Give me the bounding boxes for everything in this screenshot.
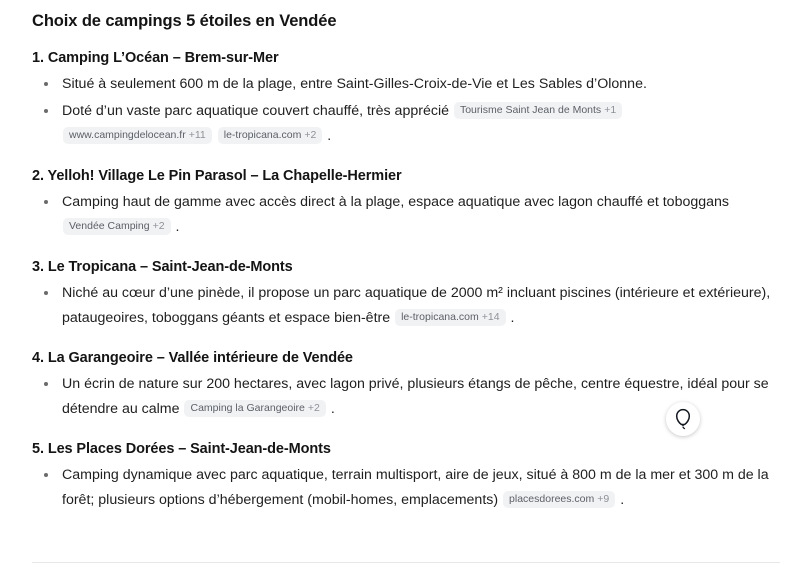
list-item xyxy=(32,281,780,331)
citation-count: +2 xyxy=(152,220,165,232)
citation-count: +11 xyxy=(188,129,206,141)
list-item-text: Un écrin de nature sur 200 hectares, avec lagon privé, plusieurs étangs de pêche, centre équestre, idéal pour se détendre au calme xyxy=(62,376,769,417)
list-item xyxy=(32,463,780,513)
section-list xyxy=(32,72,780,149)
citation-label: le-tropicana.com xyxy=(223,129,302,141)
citation-label: Tourisme Saint Jean de Monts xyxy=(459,104,602,116)
bullet-icon xyxy=(44,82,48,86)
citation-label: Camping la Garangeoire xyxy=(190,402,305,414)
section-heading: 3. Le Tropicana – Saint-Jean-de-Monts xyxy=(32,259,293,275)
sentence-period: . xyxy=(620,492,625,508)
document-section xyxy=(32,259,780,331)
section-list xyxy=(32,190,780,240)
section-heading: 2. Yelloh! Village Le Pin Parasol – La Chapelle-Hermier xyxy=(32,168,402,184)
section-heading: 4. La Garangeoire – Vallée intérieure de Vendée xyxy=(32,350,353,366)
bullet-icon xyxy=(44,473,48,477)
citation-label: placesdorees.com xyxy=(509,493,595,505)
citation-chip[interactable] xyxy=(454,102,622,119)
list-item-text: Situé à seulement 600 m de la plage, entre Saint-Gilles-Croix-de-Vie et Les Sables d’Olonne. xyxy=(62,76,647,92)
list-item-text: Camping dynamique avec parc aquatique, terrain multisport, aire de jeux, situé à 800 m de la mer et 300 m de la forêt; plusieurs options d’hébergement (mobil-homes, emplacements) xyxy=(62,467,769,508)
bullet-icon xyxy=(44,291,48,295)
citation-chip[interactable] xyxy=(63,127,212,144)
page-title: Choix de campings 5 étoiles en Vendée xyxy=(32,12,337,30)
citation-chip[interactable] xyxy=(395,309,505,326)
citation-chip[interactable] xyxy=(63,218,171,235)
bullet-icon xyxy=(44,109,48,113)
citation-count: +2 xyxy=(307,402,320,414)
citation-chip[interactable] xyxy=(503,491,615,508)
citation-count: +1 xyxy=(604,104,617,116)
citation-label: le-tropicana.com xyxy=(401,311,479,323)
section-list xyxy=(32,281,780,331)
citation-count: +2 xyxy=(304,129,317,141)
balloon-floating-button[interactable] xyxy=(666,402,700,436)
citation-label: www.campingdelocean.fr xyxy=(69,129,186,141)
sentence-period: . xyxy=(330,401,335,417)
list-item xyxy=(32,72,780,97)
list-item-text: Camping haut de gamme avec accès direct à la plage, espace aquatique avec lagon chauffé et toboggans xyxy=(62,194,729,210)
list-item-text: Doté d’un vaste parc aquatique couvert chauffé, très apprécié xyxy=(62,103,449,119)
sentence-period: . xyxy=(510,310,515,326)
document-section xyxy=(32,168,780,240)
sentence-period: . xyxy=(175,219,180,235)
section-heading: 1. Camping L’Océan – Brem-sur-Mer xyxy=(32,50,279,66)
footer-divider xyxy=(32,562,780,563)
document-section xyxy=(32,441,780,513)
citation-count: +9 xyxy=(597,493,610,505)
bullet-icon xyxy=(44,200,48,204)
citation-count: +14 xyxy=(481,311,500,323)
citation-chip[interactable] xyxy=(184,400,325,417)
document-section xyxy=(32,50,780,149)
section-list xyxy=(32,463,780,513)
section-heading: 5. Les Places Dorées – Saint-Jean-de-Monts xyxy=(32,441,331,457)
bullet-icon xyxy=(44,382,48,386)
citation-label: Vendée Camping xyxy=(69,220,150,232)
balloon-icon xyxy=(673,408,693,430)
sentence-period: . xyxy=(327,128,332,144)
citation-chip[interactable] xyxy=(218,127,323,144)
list-item xyxy=(32,190,780,240)
list-item xyxy=(32,99,780,149)
list-item-text: Niché au cœur d’une pinède, il propose un parc aquatique de 2000 m² incluant piscines (intérieure et extérieure), pataugeoires, toboggans géants et espace bien-être xyxy=(62,285,771,326)
